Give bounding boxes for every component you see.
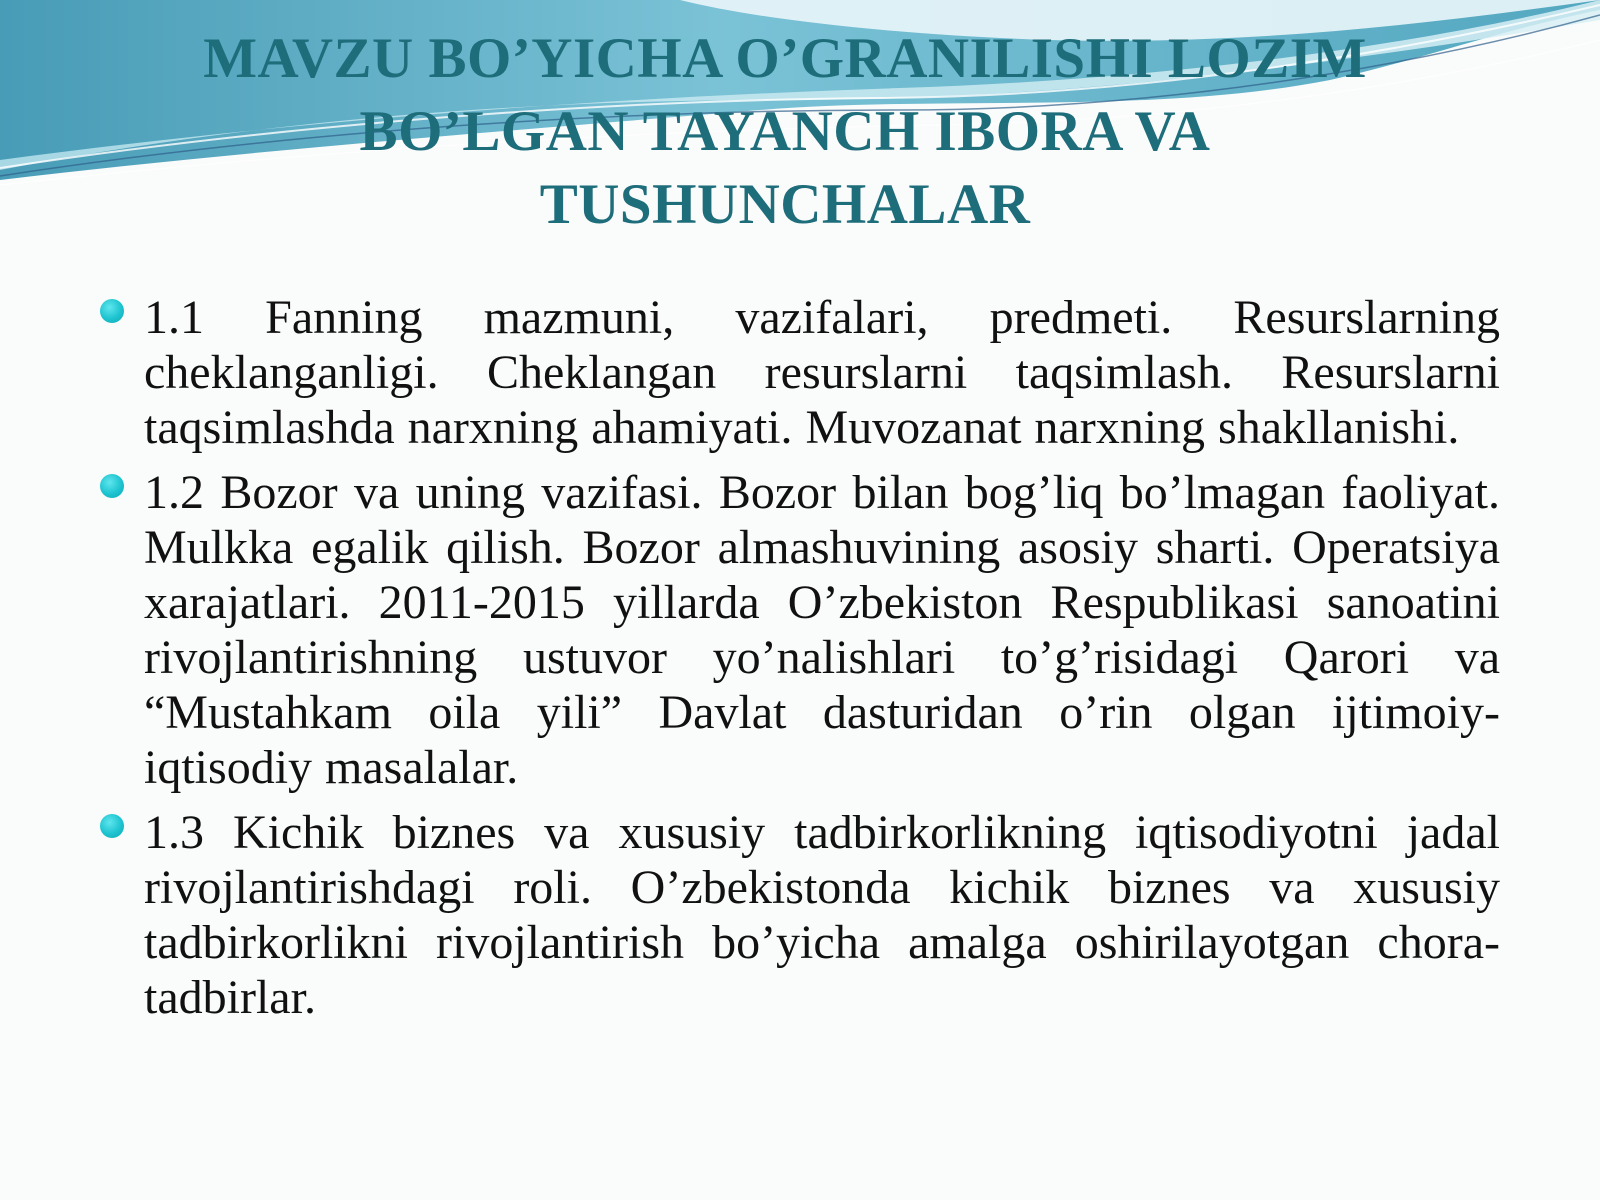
bullet-icon xyxy=(100,814,124,838)
list-item xyxy=(100,290,1500,455)
bullet-text: 1.1 Fanning mazmuni, vazifalari, predmeti. Resurslarning cheklanganligi. Cheklangan resurslarni taqsimlash. Resurslarni taqsimlashda narxning ahamiyati. Muvozanat narxning shakllanishi. xyxy=(144,291,1500,454)
bullet-list xyxy=(100,290,1500,1035)
bullet-icon xyxy=(100,474,124,498)
bullet-icon xyxy=(100,299,124,323)
bullet-text: 1.3 Kichik biznes va xususiy tadbirkorlikning iqtisodiyotni jadal rivojlantirishdagi roli. O’zbekistonda kichik biznes va xususiy tadbirkorlikni rivojlantirish bo’yicha amalga oshirilayotgan chora-tadbirlar. xyxy=(144,806,1500,1024)
bullet-text: 1.2 Bozor va uning vazifasi. Bozor bilan bog’liq bo’lmagan faoliyat. Mulkka egalik qilish. Bozor almashuvining asosiy sharti. Operatsiya xarajatlari. 2011-2015 yillarda O’zbekiston Respublikasi sanoatini rivojlantirishning ustuvor yo’nalishlari to’g’risidagi Qarori va “Mustahkam oila yili” Davlat dasturidan o’rin olgan ijtimoiy-iqtisodiy masalalar. xyxy=(144,466,1500,794)
list-item xyxy=(100,465,1500,795)
list-item xyxy=(100,805,1500,1025)
slide-title: MAVZU BO’YICHA O’GRANILISHI LOZIM BO’LGAN TAYANCH IBORA VA TUSHUNCHALAR xyxy=(203,27,1367,236)
